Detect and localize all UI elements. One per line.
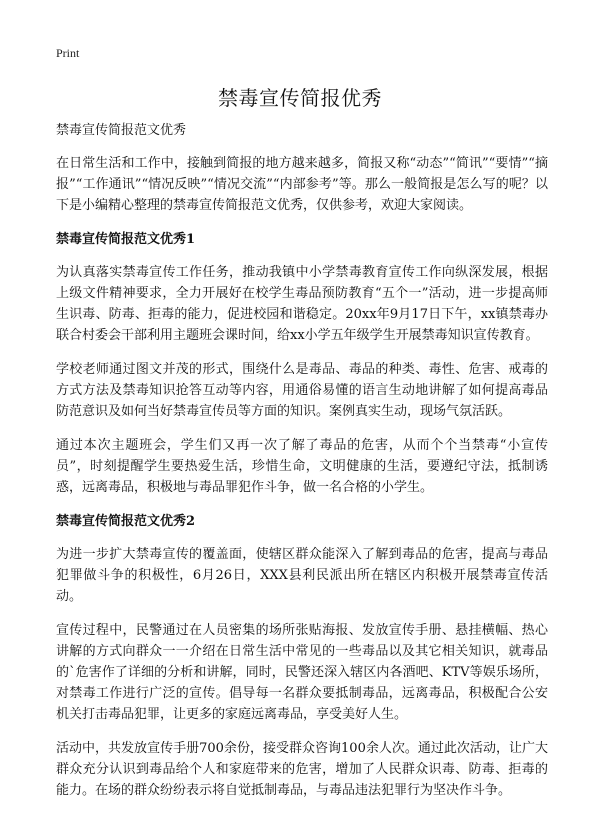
section-heading-1: 禁毒宣传简报范文优秀1 [56,232,196,247]
intro-paragraph: 在日常生活和工作中，接触到简报的地方越来越多，简报又称“动态”“简讯”“要情”“摘报”“工作通讯”“情况反映”“情况交流”“内部参考”等。那么一般简报是怎么写的呢？以下是小编精心整理的禁毒宣传简报范文优秀，仅供参考，欢迎大家阅读。 [56,156,548,213]
print-link[interactable]: Print [56,46,80,60]
article-subtitle: 禁毒宣传简报范文优秀 [56,123,187,138]
section-1-paragraph-1: 为认真落实禁毒宣传工作任务，推动我镇中小学禁毒教育宣传工作向纵深发展，根据上级文件精神要求，全力开展好在校学生毒品预防教育“五个一”活动，进一步提高师生识毒、防毒、拒毒的能力，促进校园和谐稳定。20xx年9月17日下午，xx镇禁毒办联合村委会干部利用主题班会课时间，给xx小学五年级学生开展禁毒知识宣传教育。 [56,265,548,343]
section-2-paragraph-2: 宣传过程中，民警通过在人员密集的场所张贴海报、发放宣传手册、悬挂横幅、热心讲解的方式向群众一一介绍在日常生活中常见的一些毒品以及其它相关知识，就毒品的`危害作了详细的分析和讲解，同时，民警还深入辖区内各酒吧、KTV等娱乐场所，对禁毒工作进行广泛的宣传。倡导每一名群众要抵制毒品，远离毒品，积极配合公安机关打击毒品犯罪，让更多的家庭远离毒品，享受美好人生。 [56,623,548,722]
section-1-paragraph-2: 学校老师通过图文并茂的形式，围绕什么是毒品、毒品的种类、毒性、危害、戒毒的方式方法及禁毒知识抢答互动等内容，用通俗易懂的语言生动地讲解了如何提高毒品防范意识及如何当好禁毒宣传员等方面的知识。案例真实生动，现场气氛活跃。 [56,362,548,419]
article-body [56,120,548,814]
section-2-paragraph-3: 活动中，共发放宣传手册700余份，接受群众咨询100余人次。通过此次活动，让广大群众充分认识到毒品给个人和家庭带来的危害，增加了人民群众识毒、防毒、拒毒的能力。在场的群众纷纷表示将自觉抵制毒品，与毒品违法犯罪行为坚决作斗争。 [56,741,548,798]
section-2-paragraph-1: 为进一步扩大禁毒宣传的覆盖面，使辖区群众能深入了解到毒品的危害，提高与毒品犯罪做斗争的积极性，6月26日，XXX县利民派出所在辖区内积极开展禁毒宣传活动。 [56,547,548,604]
section-heading-2: 禁毒宣传简报范文优秀2 [56,514,196,529]
page-title: 禁毒宣传简报优秀 [218,86,382,110]
section-1-paragraph-3: 通过本次主题班会，学生们又再一次了解了毒品的危害，从而个个当禁毒“小宣传员”，时刻提醒学生要热爱生活，珍惜生命，文明健康的生活，要遵纪守法，抵制诱惑，远离毒品，积极地与毒品罪犯作斗争，做一名合格的小学生。 [56,438,548,495]
